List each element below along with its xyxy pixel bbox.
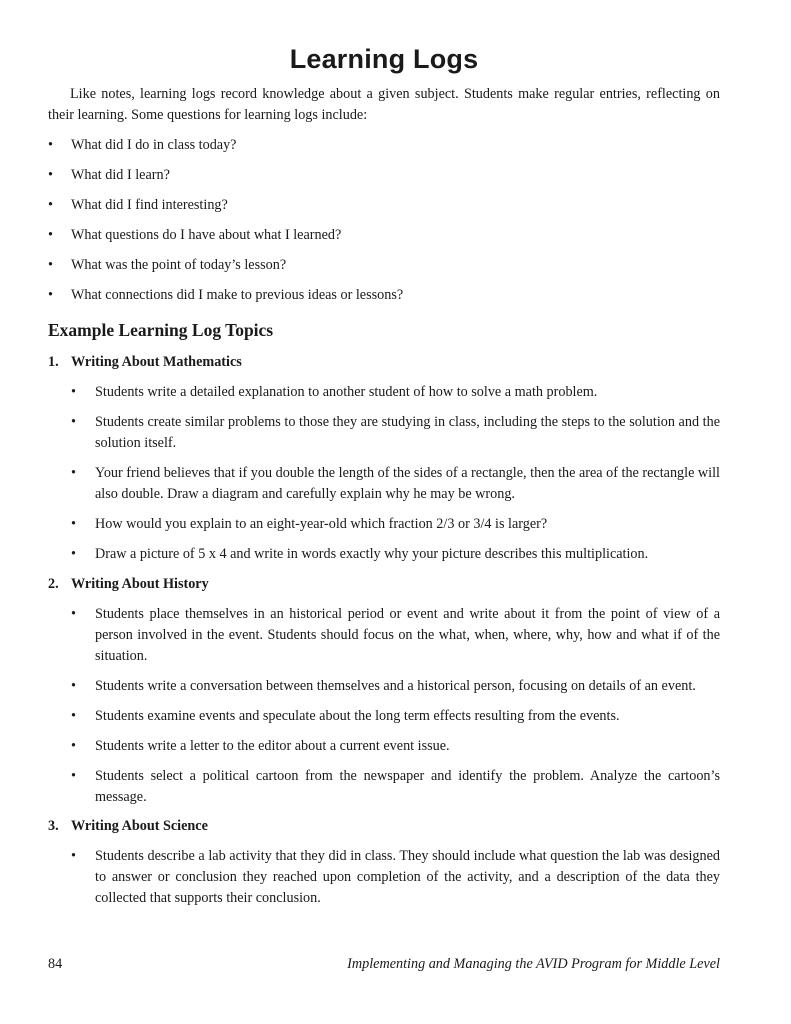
topic-number: 3. bbox=[48, 818, 59, 834]
bullet-icon: • bbox=[71, 738, 76, 754]
topic-item-text: Your friend believes that if you double the length of the sides of a rectangle, then the area of the rectangle will also double. Draw a diagram and carefully explain why he may be wrong. bbox=[95, 465, 720, 502]
question-text: What did I find interesting? bbox=[71, 197, 228, 213]
bullet-icon: • bbox=[71, 606, 76, 622]
intro-paragraph: Like notes, learning logs record knowledge about a given subject. Students make regular entries, reflecting on their learning. Some questions for learning logs include: bbox=[48, 86, 720, 123]
bullet-icon: • bbox=[48, 227, 53, 243]
topic-item-list bbox=[48, 604, 720, 808]
bullet-icon: • bbox=[48, 257, 53, 273]
topic-item bbox=[48, 544, 720, 565]
topic-number: 2. bbox=[48, 576, 59, 592]
bullet-icon: • bbox=[48, 167, 53, 183]
topic-number: 1. bbox=[48, 354, 59, 370]
bullet-icon: • bbox=[71, 384, 76, 400]
question-item bbox=[48, 165, 720, 195]
bullet-icon: • bbox=[71, 708, 76, 724]
bullet-icon: • bbox=[71, 678, 76, 694]
question-item bbox=[48, 225, 720, 255]
bullet-icon: • bbox=[71, 516, 76, 532]
topic-item bbox=[48, 382, 720, 403]
question-text: What did I learn? bbox=[71, 167, 170, 183]
question-item bbox=[48, 195, 720, 225]
topic-item bbox=[48, 676, 720, 697]
topic-item bbox=[48, 463, 720, 505]
bullet-icon: • bbox=[48, 197, 53, 213]
topic-item-text: Draw a picture of 5 x 4 and write in words exactly why your picture describes this multiplication. bbox=[95, 546, 649, 562]
topic-item bbox=[48, 412, 720, 454]
topic-item-text: Students write a detailed explanation to another student of how to solve a math problem. bbox=[95, 384, 598, 400]
topic-science bbox=[48, 816, 720, 909]
bullet-icon: • bbox=[71, 546, 76, 562]
question-item bbox=[48, 255, 720, 285]
question-item bbox=[48, 135, 720, 165]
topic-title bbox=[48, 352, 720, 373]
question-text: What questions do I have about what I learned? bbox=[71, 227, 342, 243]
topic-item-text: Students select a political cartoon from the newspaper and identify the problem. Analyze the cartoon’s message. bbox=[95, 768, 720, 805]
topic-item-text: Students place themselves in an historical period or event and write about it from the point of view of a person involved in the event. Students should focus on the what, when, where, why, how and what if of the situation. bbox=[95, 606, 720, 664]
page-title: Learning Logs bbox=[289, 44, 479, 74]
bullet-icon: • bbox=[48, 137, 53, 153]
topic-item bbox=[48, 706, 720, 727]
page-number: 84 bbox=[48, 956, 63, 972]
topic-title bbox=[48, 574, 720, 595]
topic-item bbox=[48, 736, 720, 757]
topic-item bbox=[48, 604, 720, 667]
topic-title bbox=[48, 816, 720, 837]
topic-item-list bbox=[48, 846, 720, 909]
topic-title-text: Writing About Science bbox=[71, 818, 208, 834]
question-list bbox=[48, 135, 720, 315]
topic-item bbox=[48, 766, 720, 808]
topic-item-text: Students create similar problems to those they are studying in class, including the steps to the solution and the solution itself. bbox=[95, 414, 720, 451]
bullet-icon: • bbox=[48, 287, 53, 303]
topic-item-list bbox=[48, 382, 720, 565]
question-item bbox=[48, 285, 720, 315]
topic-item-text: Students write a conversation between themselves and a historical person, focusing on details of an event. bbox=[95, 678, 696, 694]
bullet-icon: • bbox=[71, 465, 76, 481]
question-text: What connections did I make to previous ideas or lessons? bbox=[71, 287, 404, 303]
topic-title-text: Writing About Mathematics bbox=[71, 354, 242, 370]
question-text: What was the point of today’s lesson? bbox=[71, 257, 287, 273]
bullet-icon: • bbox=[71, 768, 76, 784]
topic-item bbox=[48, 514, 720, 535]
book-title-footer: Implementing and Managing the AVID Program for Middle Level bbox=[347, 956, 720, 972]
question-text: What did I do in class today? bbox=[71, 137, 237, 153]
bullet-icon: • bbox=[71, 848, 76, 864]
section-heading: Example Learning Log Topics bbox=[48, 320, 274, 340]
topic-title-text: Writing About History bbox=[71, 576, 209, 592]
topic-item bbox=[48, 846, 720, 909]
topic-item-text: How would you explain to an eight-year-old which fraction 2/3 or 3/4 is larger? bbox=[95, 516, 548, 532]
bullet-icon: • bbox=[71, 414, 76, 430]
topic-item-text: Students examine events and speculate about the long term effects resulting from the events. bbox=[95, 708, 620, 724]
topic-item-text: Students write a letter to the editor about a current event issue. bbox=[95, 738, 450, 754]
topic-history bbox=[48, 574, 720, 808]
topic-mathematics bbox=[48, 352, 720, 565]
topic-item-text: Students describe a lab activity that they did in class. They should include what question the lab was designed to answer or conclusion they reached upon completion of the activity, and a description of the data they collected that supports their conclusion. bbox=[95, 848, 720, 906]
